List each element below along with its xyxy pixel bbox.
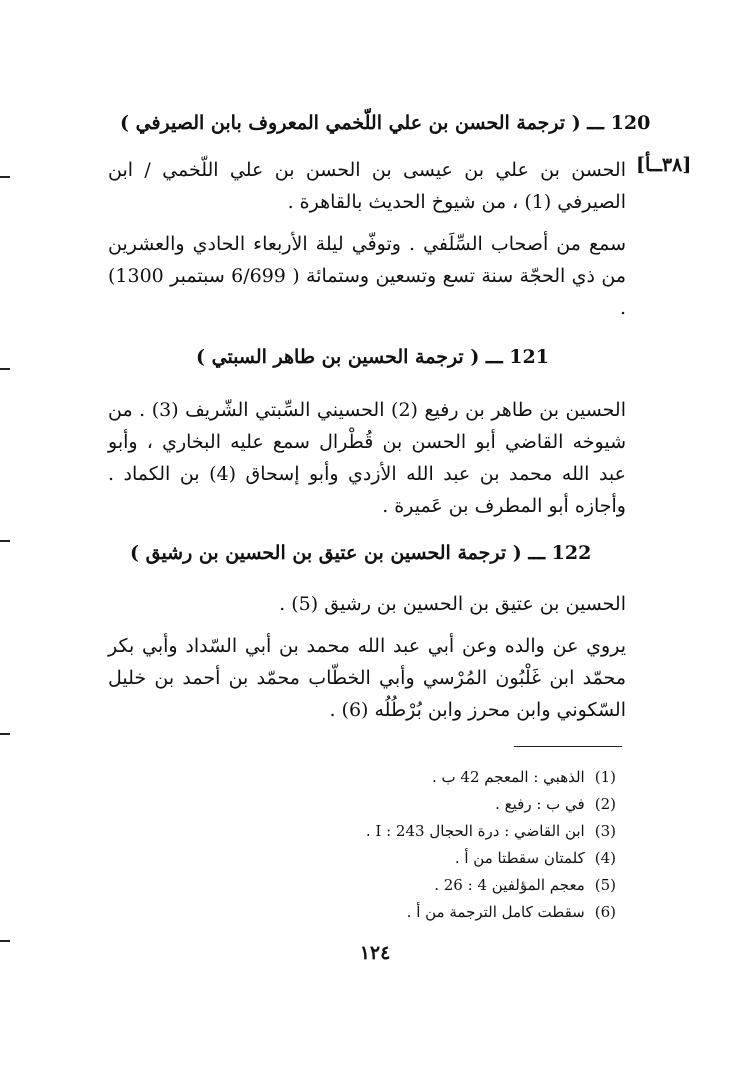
margin-tick [0, 368, 10, 370]
margin-tick [0, 176, 10, 178]
footnote [150, 795, 616, 813]
footnote-text: الذهبي : المعجم 42 ب . [431, 768, 585, 786]
page-number: ١٢٤ [359, 942, 391, 964]
footnote-separator [514, 746, 622, 747]
footnote [150, 822, 616, 840]
footnote-text: معجم المؤلفين 4 : 26 . [434, 876, 585, 894]
entry-paragraph: الحسن بن علي بن عيسى بن الحسن بن علي اللّخمي / ابن الصيرفي (1) ، من شيوخ الحديث بالقاهرة . [108, 159, 626, 213]
footnote-number: (3) [594, 822, 616, 840]
footnote [150, 768, 616, 786]
footnote-number: (4) [594, 849, 616, 867]
entry-paragraph: يروي عن والده وعن أبي عبد الله محمد بن أبي السّداد وأبي بكر محمّد ابن غَلْبُون المُرْسي وأبي الخطّاب محمّد بن أحمد بن خليل السّكوني وابن محرز وابن بُرْطُلُه (6) . [108, 635, 626, 721]
footnote-number: (6) [594, 903, 616, 921]
entry-paragraph: الحسين بن عتيق بن الحسين بن رشيق (5) . [279, 593, 626, 615]
footnote-number: (1) [594, 768, 616, 786]
footnote-text: كلمتان سقطتا من أ . [454, 849, 585, 867]
footnote-text: ابن القاضي : درة الحجال I : 243 . [365, 822, 585, 840]
footnote-text: في ب : رفيع . [495, 795, 585, 813]
footnote [150, 876, 616, 894]
footnote [150, 849, 616, 867]
margin-tick [0, 940, 10, 942]
entry-paragraph: الحسين بن طاهر بن رفيع (2) الحسيني السِّبتي الشّريف (3) . من شيوخه القاضي أبو الحسن بن قُطْرال سمع عليه البخاري ، وأبو عبد الله محمد بن عبد الله الأزدي وأبو إسحاق (4) بن الكماد . وأجازه أبو المطرف بن عَميرة . [108, 399, 626, 517]
entry-heading: 122 ـــ ( ترجمة الحسين بن عتيق بن الحسين بن رشيق ) [130, 542, 592, 564]
footnote [150, 903, 616, 921]
manuscript-folio-ref: [٣٨ــأ] [636, 154, 692, 176]
footnote-number: (5) [594, 876, 616, 894]
margin-tick [0, 540, 10, 542]
margin-tick [0, 733, 10, 735]
entry-paragraph: سمع من أصحاب السِّلَفي . وتوفّي ليلة الأربعاء الحادي والعشرين من ذي الحجّة سنة تسع وتسعين وستمائة ( 6/699 سبتمبر 1300) . [108, 233, 627, 319]
footnote-number: (2) [594, 795, 616, 813]
entry-heading: 121 ـــ ( ترجمة الحسين بن طاهر السبتي ) [196, 346, 549, 368]
footnote-text: سقطت كامل الترجمة من أ . [406, 903, 585, 921]
entry-heading: 120 ـــ ( ترجمة الحسن بن علي اللّخمي المعروف بابن الصيرفي ) [120, 112, 651, 134]
